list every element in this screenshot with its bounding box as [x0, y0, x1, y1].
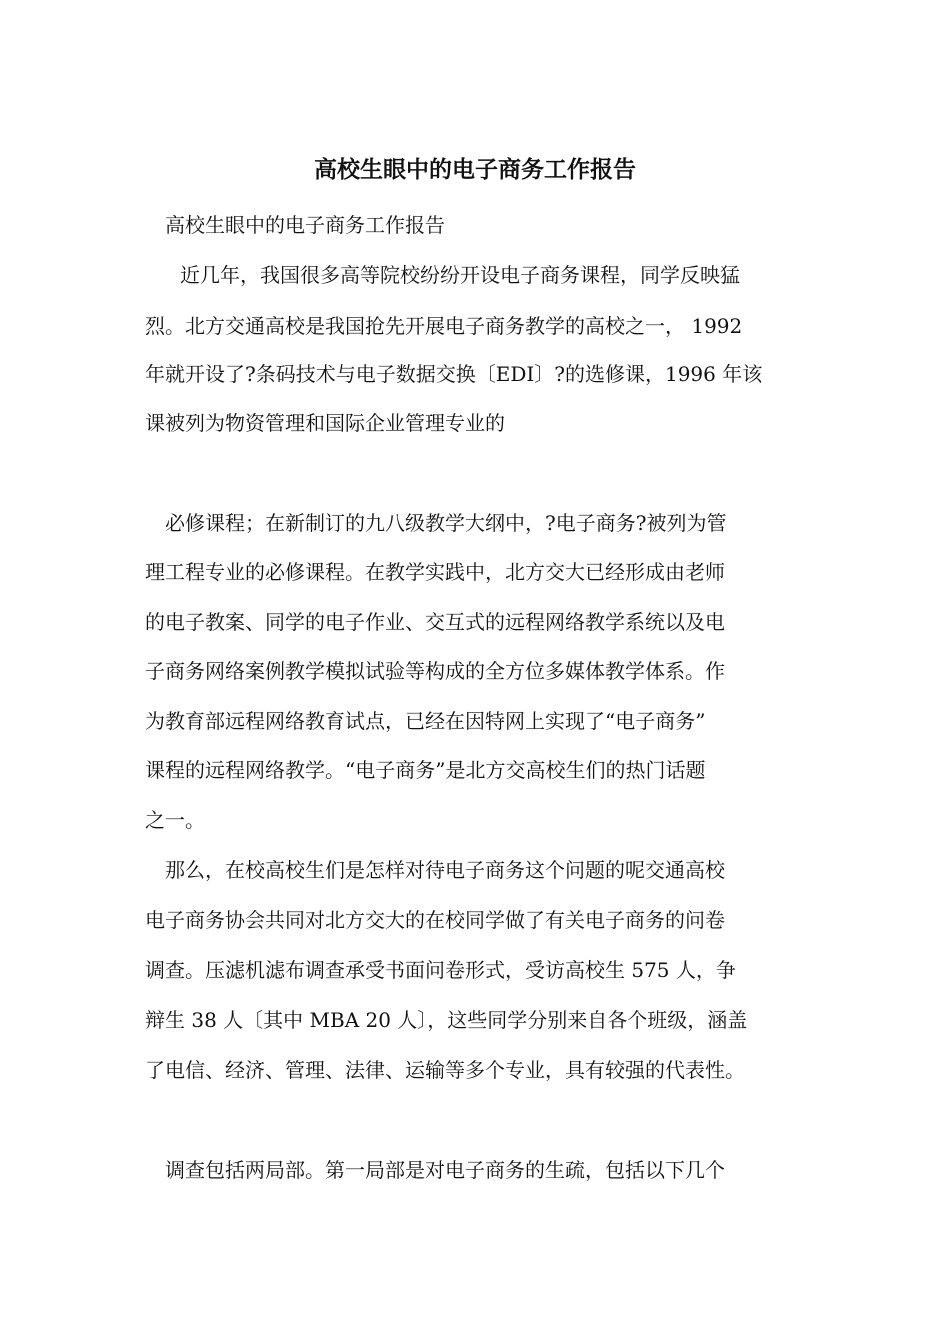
paragraph-2-line-4: 子商务网络案例教学模拟试验等构成的全方位多媒体教学体系。作	[145, 659, 725, 683]
paragraph-2-line-5: 为教育部远程网络教育试点，已经在因特网上实现了“电子商务”	[145, 709, 706, 733]
paragraph-2-line-1: 必修课程；在新制订的九八级教学大纲中，?电子商务?被列为管	[165, 511, 727, 535]
paragraph-1-line-3: 年就开设了?条码技术与电子数据交换〔EDI〕?的选修课，1996 年该	[145, 362, 763, 386]
paragraph-2-line-6: 课程的远程网络教学。“电子商务”是北方交高校生们的热门话题	[145, 758, 706, 782]
paragraph-4-line-1: 调查包括两局部。第一局部是对电子商务的生疏，包括以下几个	[165, 1158, 725, 1182]
paragraph-2-line-2: 理工程专业的必修课程。在教学实践中，北方交大已经形成由老师	[145, 560, 725, 584]
document-title: 高校生眼中的电子商务工作报告	[314, 156, 636, 183]
paragraph-2-line-3: 的电子教案、同学的电子作业、交互式的远程网络教学系统以及电	[145, 610, 725, 634]
paragraph-3-line-2: 电子商务协会共同对北方交大的在校同学做了有关电子商务的问卷	[145, 908, 725, 932]
subtitle-line: 高校生眼中的电子商务工作报告	[165, 213, 445, 237]
paragraph-3-line-3: 调查。压滤机滤布调查承受书面问卷形式，受访高校生 575 人，争	[145, 958, 736, 982]
paragraph-3-line-4: 辩生 38 人〔其中 MBA 20 人〕，这些同学分别来自各个班级，涵盖	[145, 1008, 748, 1032]
paragraph-3-line-5: 了电信、经济、管理、法律、运输等多个专业，具有较强的代表性。	[145, 1058, 745, 1082]
paragraph-3-line-1: 那么，在校高校生们是怎样对待电子商务这个问题的呢交通高校	[165, 858, 725, 882]
paragraph-1-line-4: 课被列为物资管理和国际企业管理专业的	[145, 411, 505, 435]
paragraph-2-line-7: 之一。	[145, 808, 205, 832]
paragraph-1-line-1: 近几年，我国很多高等院校纷纷开设电子商务课程，同学反映猛	[180, 263, 740, 287]
paragraph-1-line-2: 烈。北方交通高校是我国抢先开展电子商务教学的高校之一， 1992	[145, 314, 743, 338]
